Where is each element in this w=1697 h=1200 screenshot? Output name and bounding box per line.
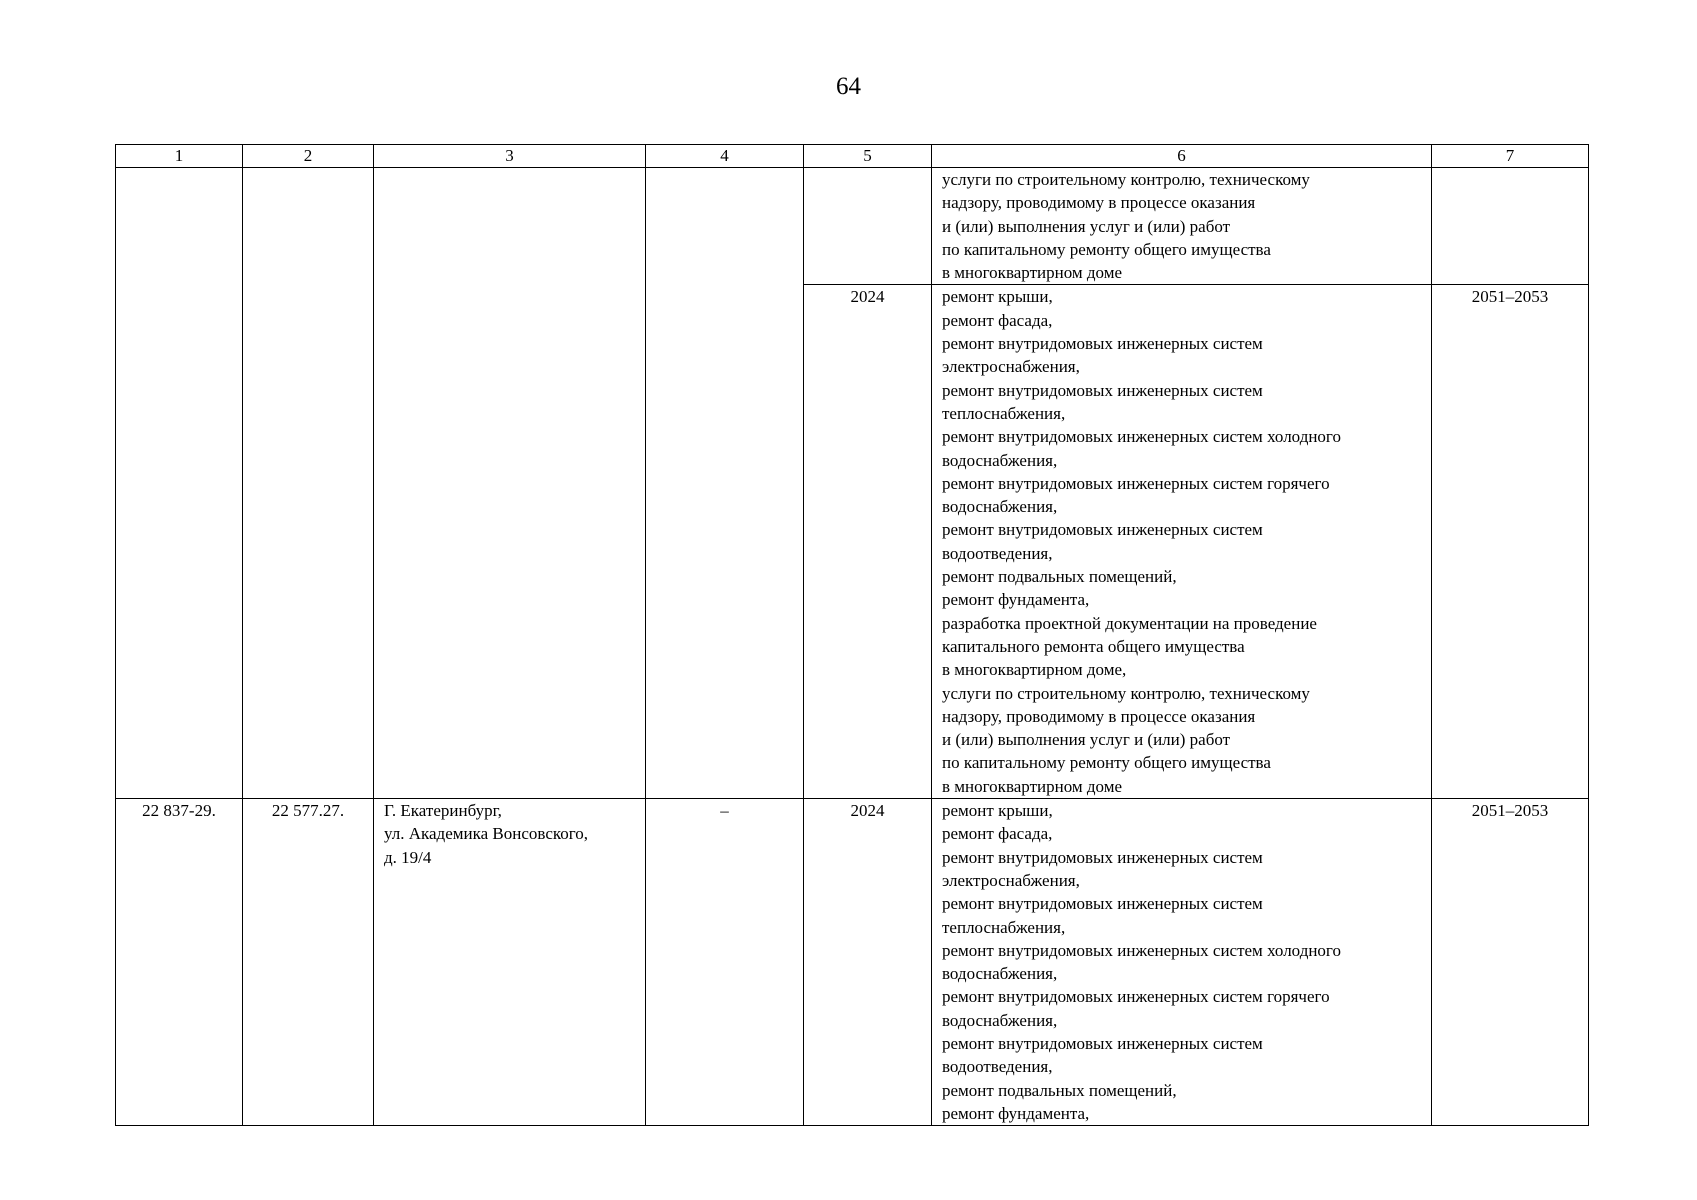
work-line: ремонт фундамента, [942, 590, 1090, 610]
cell-work-list [932, 799, 1432, 1126]
table-row [116, 168, 1589, 285]
cell-col-4 [646, 168, 804, 799]
work-line: водоснабжения, [942, 964, 1058, 984]
work-line: ремонт внутридомовых инженерных систем горячего [942, 473, 1330, 493]
cell-year: 2024 [804, 285, 932, 799]
header-col-4: 4 [646, 145, 804, 168]
work-line: по капитальному ремонту общего имущества [942, 239, 1271, 259]
cell-period: 2051–2053 [1432, 285, 1589, 799]
cell-col-1 [116, 168, 243, 799]
cell-work-list [932, 285, 1432, 799]
cell-col-2 [243, 168, 374, 799]
header-col-5: 5 [804, 145, 932, 168]
work-line: водоснабжения, [942, 1010, 1058, 1030]
header-col-7: 7 [1432, 145, 1589, 168]
cell-building-number: 22 577.27. [243, 799, 374, 1126]
work-line: ремонт крыши, [942, 801, 1053, 821]
cell-year [804, 168, 932, 285]
work-line: ремонт крыши, [942, 287, 1053, 307]
work-line: надзору, проводимому в процессе оказания [942, 193, 1256, 213]
work-line: услуги по строительному контролю, техническому [942, 170, 1310, 189]
table-row [116, 799, 1589, 1126]
address-line: ул. Академика Вонсовского, [384, 824, 589, 844]
work-line: разработка проектной документации на проведение [942, 613, 1317, 633]
repair-schedule-table [115, 144, 1589, 1126]
cell-period [1432, 168, 1589, 285]
work-line: в многоквартирном доме, [942, 660, 1127, 680]
work-line: электроснабжения, [942, 870, 1080, 890]
work-line: электроснабжения, [942, 357, 1080, 377]
work-line: и (или) выполнения услуг и (или) работ [942, 730, 1231, 750]
cell-col-3 [374, 168, 646, 799]
cell-address [374, 799, 646, 1126]
cell-year: 2024 [804, 799, 932, 1126]
header-col-6: 6 [932, 145, 1432, 168]
work-line: ремонт внутридомовых инженерных систем холодного [942, 427, 1341, 447]
cell-work-list [932, 168, 1432, 285]
work-line: ремонт внутридомовых инженерных систем [942, 894, 1263, 914]
work-line: ремонт внутридомовых инженерных систем [942, 1033, 1263, 1053]
cell-col-4-dash: – [646, 799, 804, 1126]
work-line: в многоквартирном доме [942, 263, 1123, 283]
work-line: водоотведения, [942, 1057, 1053, 1077]
work-line: по капитальному ремонту общего имущества [942, 753, 1271, 773]
header-col-2: 2 [243, 145, 374, 168]
work-line: ремонт фасада, [942, 824, 1053, 844]
work-line: ремонт внутридомовых инженерных систем [942, 847, 1263, 867]
work-line: ремонт внутридомовых инженерных систем [942, 380, 1263, 400]
work-line: ремонт внутридомовых инженерных систем холодного [942, 940, 1341, 960]
work-line: ремонт фундамента, [942, 1103, 1090, 1123]
work-line: водоснабжения, [942, 497, 1058, 517]
page-number: 64 [836, 73, 861, 100]
work-line: в многоквартирном доме [942, 776, 1123, 796]
header-row [116, 145, 1589, 168]
address-line: Г. Екатеринбург, [384, 801, 502, 821]
work-line: ремонт подвальных помещений, [942, 567, 1177, 587]
header-col-1: 1 [116, 145, 243, 168]
work-line: ремонт фасада, [942, 310, 1053, 330]
work-line: теплоснабжения, [942, 917, 1066, 937]
address-line: д. 19/4 [384, 847, 432, 867]
work-line: и (или) выполнения услуг и (или) работ [942, 216, 1231, 236]
work-line: ремонт внутридомовых инженерных систем [942, 334, 1263, 354]
cell-record-number: 22 837-29. [116, 799, 243, 1126]
work-line: надзору, проводимому в процессе оказания [942, 706, 1256, 726]
work-line: капитального ремонта общего имущества [942, 636, 1245, 656]
work-line: ремонт внутридомовых инженерных систем [942, 520, 1263, 540]
work-line: водоотведения, [942, 543, 1053, 563]
work-line: водоснабжения, [942, 450, 1058, 470]
work-line: теплоснабжения, [942, 403, 1066, 423]
work-line: ремонт внутридомовых инженерных систем горячего [942, 987, 1330, 1007]
work-line: услуги по строительному контролю, техническому [942, 683, 1310, 703]
cell-period: 2051–2053 [1432, 799, 1589, 1126]
header-col-3: 3 [374, 145, 646, 168]
work-line: ремонт подвальных помещений, [942, 1080, 1177, 1100]
